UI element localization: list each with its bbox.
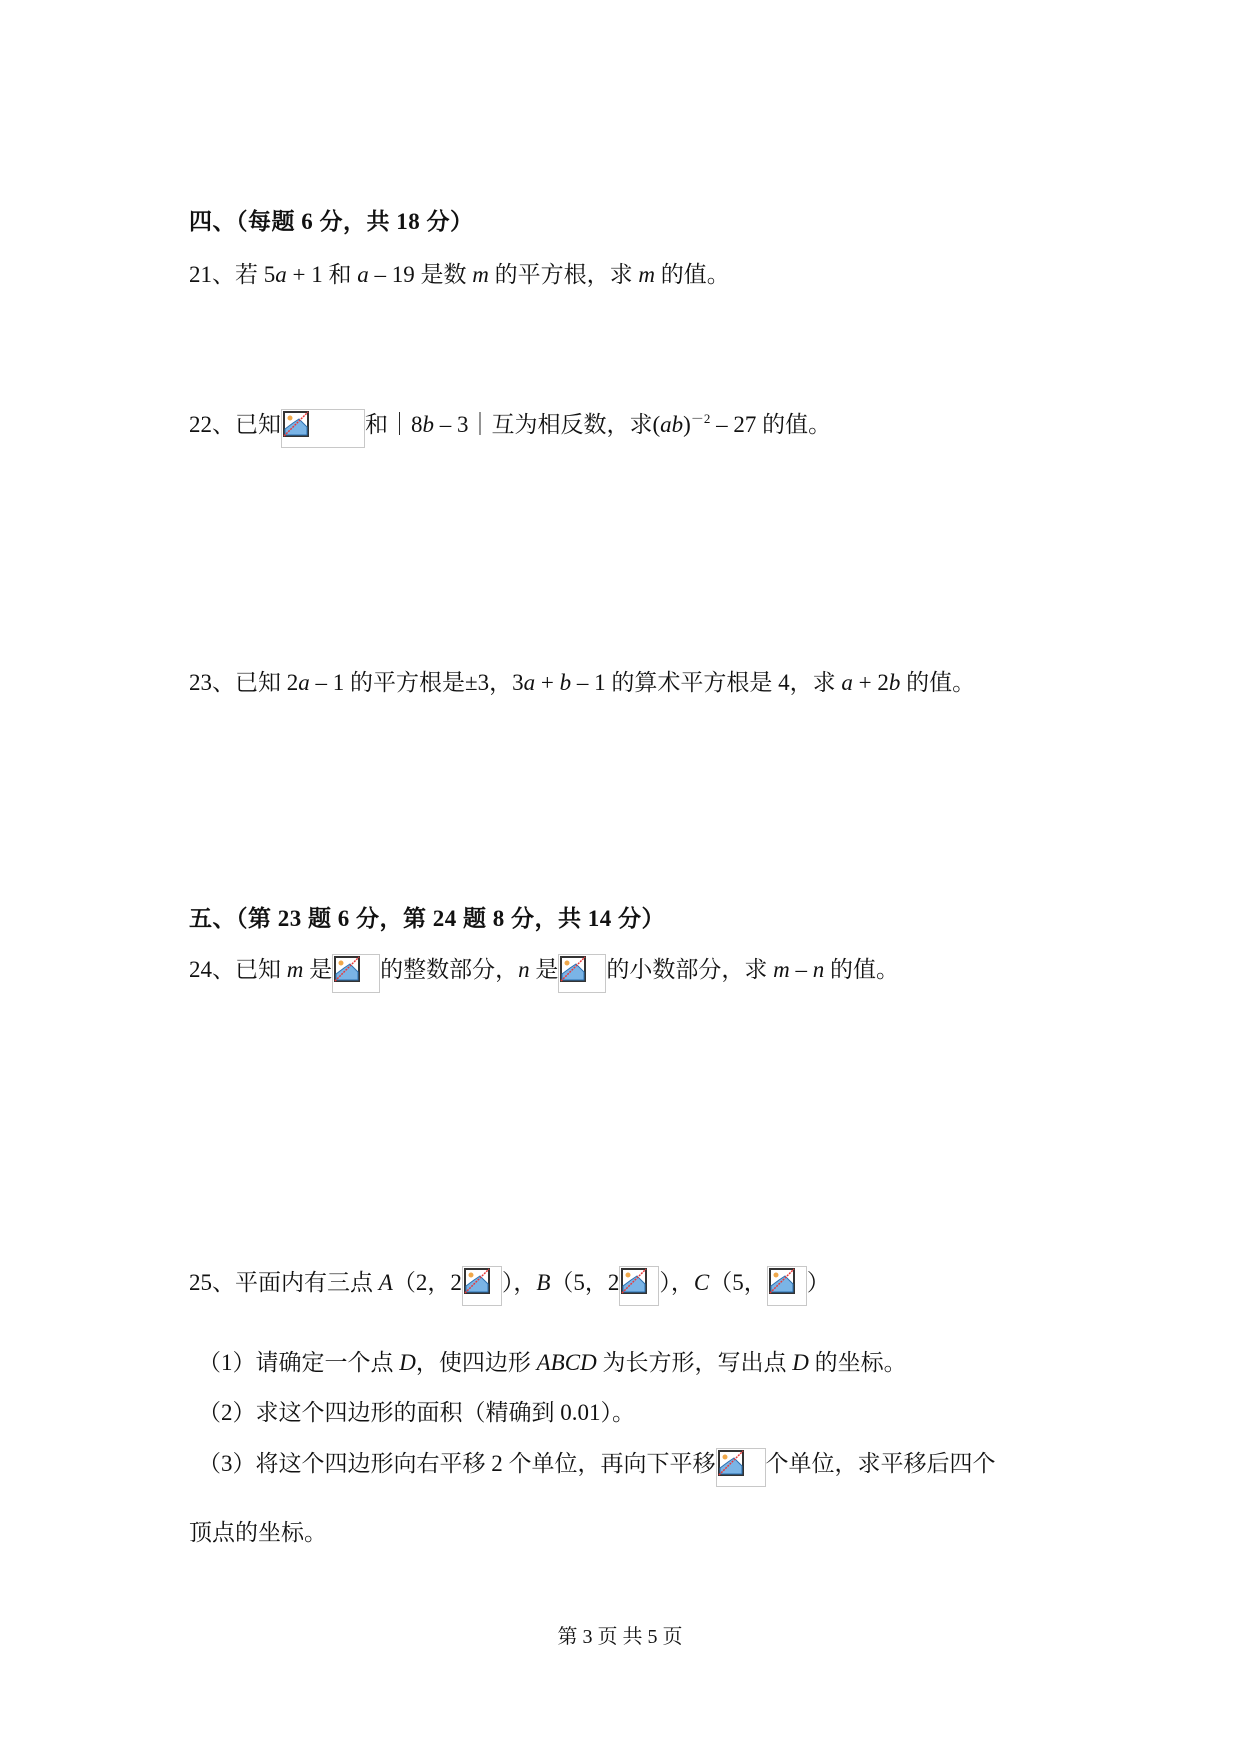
question-25-part-2: （2）求这个四边形的面积（精确到 0.01）。 bbox=[198, 1400, 635, 1425]
broken-image-icon bbox=[558, 954, 606, 993]
question-24: 24、已知 m 是 的整数部分，n 是 的小数部分，求 m – n 的值。 bbox=[189, 954, 899, 993]
broken-image-icon bbox=[281, 409, 365, 448]
question-25: 25、平面内有三点 A（2，2 ），B（5，2 ），C（5， ） bbox=[189, 1266, 830, 1306]
question-21: 21、若 5a + 1 和 a – 19 是数 m 的平方根，求 m 的值。 bbox=[189, 262, 730, 287]
question-22: 22、已知 和｜8b – 3｜互为相反数，求(ab)$^{-2}$ – 27 的值。 bbox=[189, 404, 831, 448]
section-5-heading: 五、（第 23 题 6 分，第 24 题 8 分，共 14 分） bbox=[189, 906, 665, 931]
page-footer: 第 3 页 共 5 页 bbox=[557, 1626, 683, 1648]
broken-image-icon bbox=[462, 1266, 502, 1306]
broken-image-icon bbox=[619, 1266, 659, 1306]
broken-image-icon bbox=[716, 1448, 766, 1487]
question-25-part-3: （3）将这个四边形向右平移 2 个单位，再向下平移 个单位，求平移后四个 bbox=[198, 1448, 996, 1487]
broken-image-icon bbox=[767, 1266, 807, 1306]
section-4-heading: 四、（每题 6 分，共 18 分） bbox=[189, 209, 474, 234]
question-23: 23、已知 2a – 1 的平方根是±3，3a + b – 1 的算术平方根是 4，求 a + 2b 的值。 bbox=[189, 670, 976, 695]
question-25-part-3-continued: 顶点的坐标。 bbox=[189, 1520, 327, 1545]
broken-image-icon bbox=[332, 954, 380, 993]
question-25-part-1: （1）请确定一个点 D，使四边形 ABCD 为长方形，写出点 D 的坐标。 bbox=[198, 1350, 907, 1375]
